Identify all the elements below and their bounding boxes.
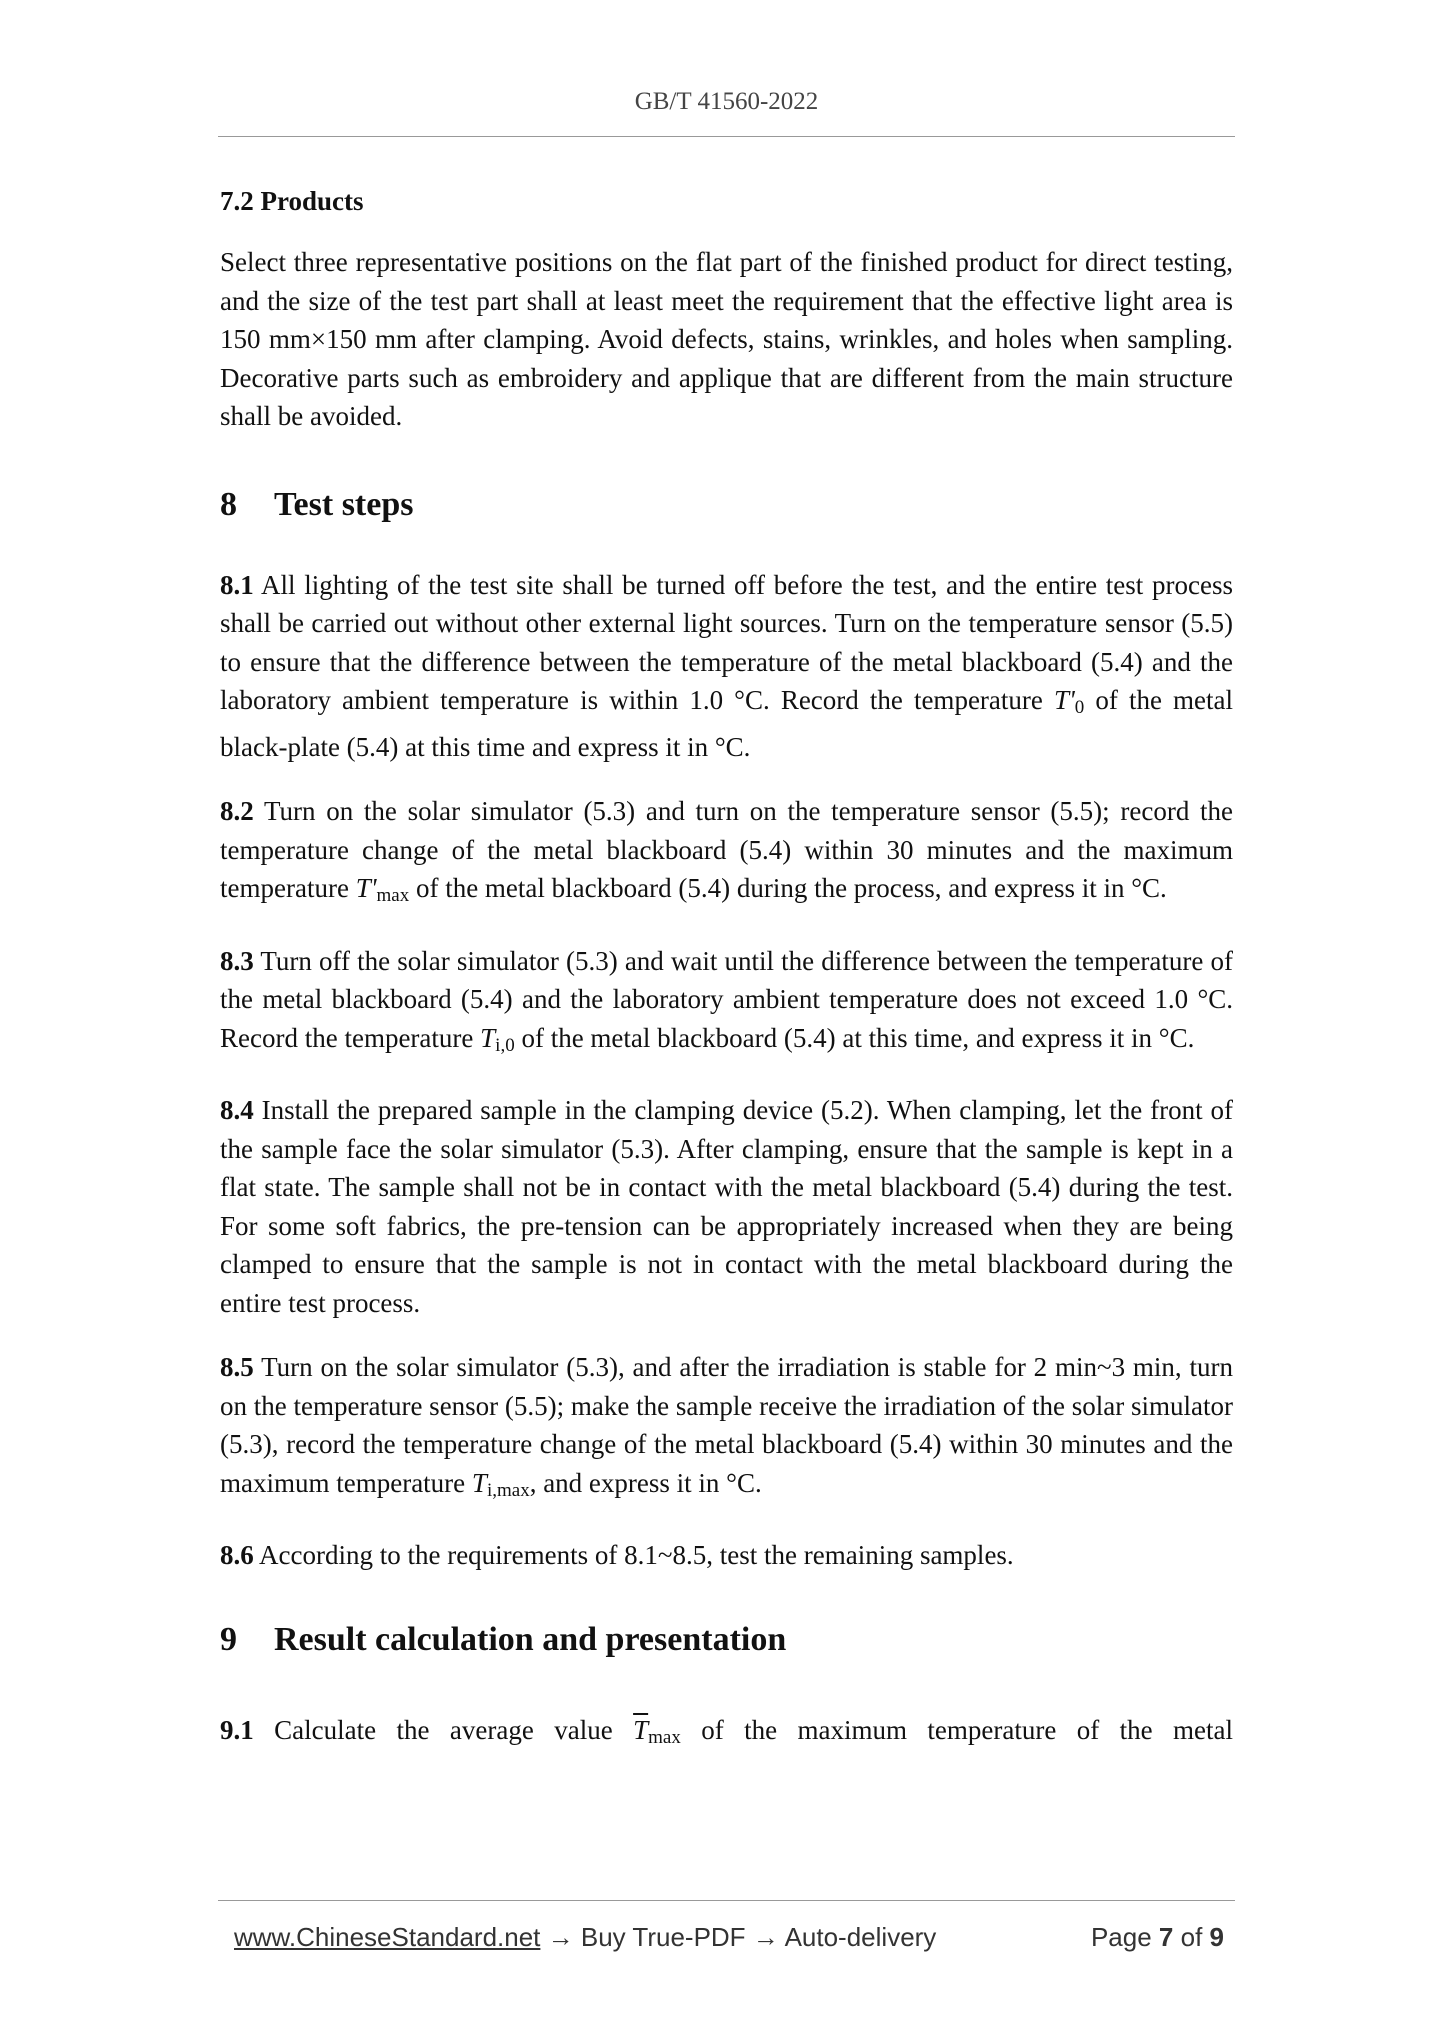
- clause-label: 8.3: [220, 945, 254, 976]
- variable-subscript: max: [648, 1726, 681, 1748]
- section-heading-9: [220, 1621, 1233, 1659]
- section-number: 9: [220, 1620, 237, 1658]
- paragraph-8-4: [220, 1091, 1233, 1322]
- clause-label: 9.1: [220, 1714, 254, 1745]
- variable-symbol-mean: $\overline{T}$: [633, 1714, 649, 1745]
- subsection-heading-7-2: 7.2 Products: [220, 186, 364, 216]
- clause-label: 8.5: [220, 1352, 254, 1382]
- paragraph-8-2: [220, 792, 1233, 916]
- page-footer: [234, 1922, 1224, 1953]
- clause-label: 8.4: [220, 1095, 254, 1125]
- of-word: of: [1180, 1922, 1203, 1952]
- clause-text: Turn off the solar simulator (5.3) and wait until the difference between the temperature of the metal blackboard (5.4) and the laboratory ambient temperature does not exceed 1.0 °C. Record the temperature: [220, 945, 1233, 1053]
- clause-label: 8.2: [220, 796, 254, 826]
- clause-label: 8.6: [220, 1540, 254, 1570]
- clause-text: Install the prepared sample in the clamping device (5.2). When clamping, let the front of the sample face the solar simulator (5.3). After clamping, ensure that the sample is kept in a flat state. The sample shall not be in contact with the metal blackboard (5.4) during the test. For some soft fabrics, the pre-tension can be appropriately increased when they are being clamped to ensure that the sample is not in contact with the metal blackboard during the entire test process.: [220, 1095, 1233, 1318]
- variable-subscript: i,0: [495, 1034, 515, 1056]
- page-total: 9: [1209, 1922, 1224, 1952]
- paragraph-8-3: [220, 942, 1233, 1066]
- page-word: Page: [1090, 1922, 1152, 1952]
- page-indicator: [1091, 1922, 1224, 1953]
- clause-text-tail: of the metal blackboard (5.4) at this time, and express it in °C.: [514, 1022, 1195, 1053]
- section-heading-8: [220, 486, 1233, 524]
- site-link[interactable]: www.ChineseStandard.net: [234, 1922, 541, 1952]
- section-number: 8: [220, 485, 237, 523]
- variable-subscript: max: [376, 885, 410, 906]
- paragraph-8-6: [220, 1536, 1233, 1575]
- page-content: [220, 180, 1233, 1757]
- clause-text-tail: of the maximum temperature of the metal: [680, 1714, 1233, 1745]
- header-divider: [218, 136, 1235, 137]
- paragraph-7-2: Select three representative positions on the flat part of the finished product for direct testing, and the size of the test part shall at least meet the requirement that the effective light area is 150 mm×150 mm after clamping. Avoid defects, stains, wrinkles, and holes when sampling. Decorative parts such as embroidery and applique that are different from the main structure shall be avoided.: [220, 247, 1233, 431]
- variable-symbol: T': [355, 873, 377, 903]
- variable-symbol: T': [1053, 685, 1075, 715]
- footer-divider: [218, 1900, 1235, 1901]
- page-header: GB/T 41560-2022: [634, 88, 819, 115]
- variable-symbol: T: [471, 1467, 487, 1498]
- section-title: Result calculation and presentation: [274, 1620, 787, 1658]
- paragraph-8-1: [220, 566, 1233, 767]
- clause-text: Turn on the solar simulator (5.3), and after the irradiation is stable for 2 min~3 min, turn on the temperature sensor (5.5); make the sample receive the irradiation of the solar simulator (5.3), record the temperature change of the metal blackboard (5.4) within 30 minutes and the maximum temperature: [220, 1352, 1233, 1498]
- paragraph-8-5: [220, 1348, 1233, 1510]
- buy-text: → Buy True-PDF → Auto-delivery: [540, 1922, 937, 1952]
- clause-text: According to the requirements of 8.1~8.5, test the remaining samples.: [253, 1540, 1014, 1570]
- clause-text: All lighting of the test site shall be turned off before the test, and the entire test process shall be carried out without other external light sources. Turn on the temperature sensor (5.5) to ensure that the difference between the temperature of the metal blackboard (5.4) and the laboratory ambient temperature is within 1.0 °C. Record the temperature: [220, 569, 1233, 715]
- clause-text-tail: of the metal black-plate (5.4) at this time and express it in °C.: [220, 685, 1233, 762]
- variable-subscript: i,max: [486, 1479, 530, 1501]
- clause-text: Calculate the average value: [253, 1714, 634, 1745]
- section-title: Test steps: [274, 485, 414, 523]
- variable-symbol: T: [480, 1022, 496, 1053]
- clause-text-tail: , and express it in °C.: [529, 1467, 762, 1498]
- clause-text: Turn on the solar simulator (5.3) and turn on the temperature sensor (5.5); record the temperature change of the metal blackboard (5.4) within 30 minutes and the maximum temperature: [220, 796, 1233, 903]
- variable-subscript: 0: [1074, 697, 1085, 718]
- clause-label: 8.1: [220, 569, 254, 600]
- clause-text-tail: of the metal blackboard (5.4) during the process, and express it in °C.: [409, 873, 1167, 903]
- page-number: 7: [1158, 1922, 1174, 1952]
- paragraph-9-1: [220, 1711, 1233, 1758]
